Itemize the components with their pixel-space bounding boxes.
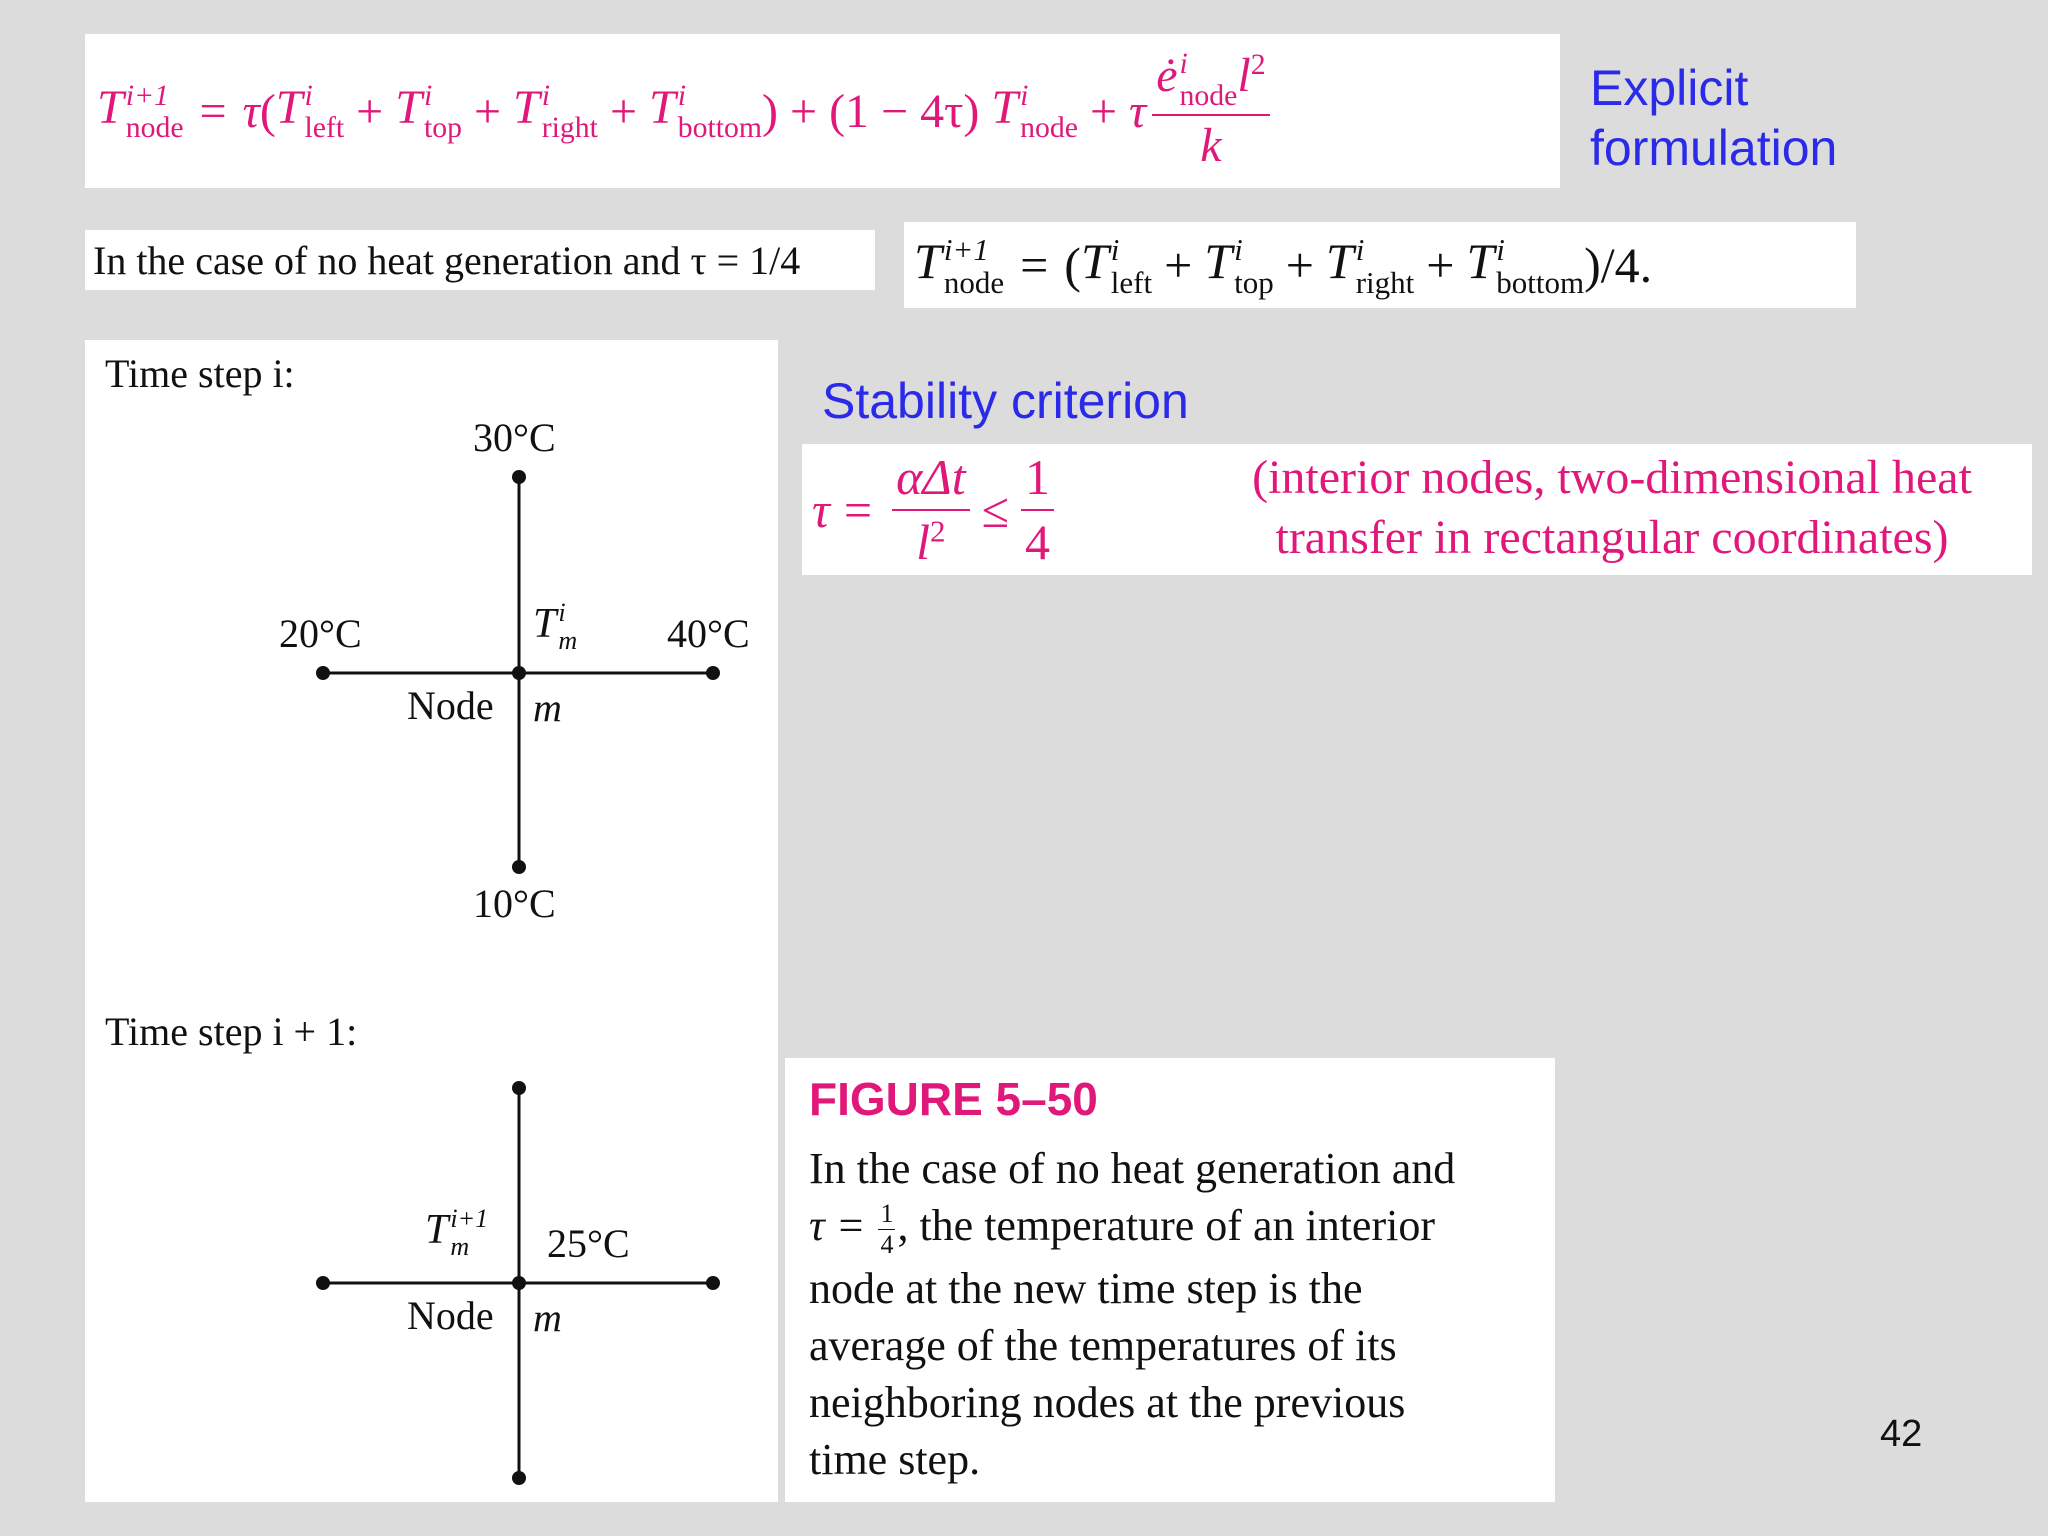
stability-note: (interior nodes, two-dimensional heat transfer in rectangular coordinates) — [1252, 451, 1972, 564]
term-left: T i left — [275, 78, 345, 144]
stability-criterion-title: Stability criterion — [822, 373, 1189, 429]
equation-lhs: T i+1 node — [97, 78, 184, 144]
next-center-temperature-value: 25°C — [547, 1221, 630, 1266]
time-step-i-plus-1-label: Time step i + 1: — [105, 1009, 358, 1054]
next-node-word: Node — [407, 1293, 494, 1338]
term-right: T i right — [513, 78, 598, 144]
stability-criterion-box — [802, 444, 2032, 575]
left-node-point — [316, 666, 330, 680]
simplified-lhs: T i+1 node — [914, 232, 1005, 301]
next-top-node-point — [512, 1081, 526, 1095]
next-left-node-point — [316, 1276, 330, 1290]
explicit-equation-box: T i+1 node = τ ( T i left + T i top + T i right + T i bottom ) + (1 − 4τ) T i node + τ ė i node $l^2$ k — [85, 34, 1560, 188]
bottom-node-point — [512, 860, 526, 874]
equals-sign: = — [199, 84, 227, 138]
tau-symbol: τ — [242, 84, 260, 138]
figure-caption-text: In the case of no heat generation and τ = $\frac{1}{4}$ , the temperature of an interior node at the new time step is the average of the temperatures of its neighboring nodes at the previous time step. — [809, 1144, 1456, 1484]
center-temperature-symbol: T i m — [533, 598, 578, 656]
simplified-equation-box: T i+1 node = ( T i left + T i top + T i right + T i bottom )/4. — [904, 222, 1856, 308]
page-number: 42 — [1880, 1413, 1923, 1455]
middle-term: + (1 − 4τ) — [790, 84, 980, 138]
no-heat-caption-box — [85, 230, 875, 290]
top-temperature: 30°C — [473, 415, 556, 460]
right-temperature: 40°C — [667, 611, 750, 656]
node-word: Node — [407, 683, 494, 728]
top-node-point — [512, 470, 526, 484]
time-step-i-label: Time step i: — [105, 351, 295, 396]
term-node: T i node — [991, 78, 1078, 144]
next-center-node-point — [512, 1276, 526, 1290]
next-bottom-node-point — [512, 1471, 526, 1485]
bottom-temperature: 10°C — [473, 881, 556, 926]
center-node-point — [512, 666, 526, 680]
figure-title: FIGURE 5–50 — [809, 1073, 1098, 1125]
explicit-formulation-label: Explicit formulation — [1590, 60, 1838, 176]
figure-caption-box — [785, 1058, 1555, 1502]
next-right-node-point — [706, 1276, 720, 1290]
no-heat-caption: In the case of no heat generation and τ = 1/4 — [93, 237, 801, 283]
left-temperature: 20°C — [279, 611, 362, 656]
term-top: T i top — [395, 78, 462, 144]
next-center-temperature-symbol: T i+1 m — [425, 1204, 489, 1262]
node-diagram-panel — [85, 340, 778, 1502]
right-node-point — [706, 666, 720, 680]
stability-inequality: τ = $\frac{\text{αΔt}}{l^2}$ ≤ $\frac{1}{4}$ — [812, 444, 1060, 575]
term-bottom: T i bottom — [649, 78, 763, 144]
generation-fraction: ė i node $l^2$ k — [1152, 49, 1269, 173]
next-node-letter: m — [533, 1295, 562, 1340]
node-letter: m — [533, 685, 562, 730]
